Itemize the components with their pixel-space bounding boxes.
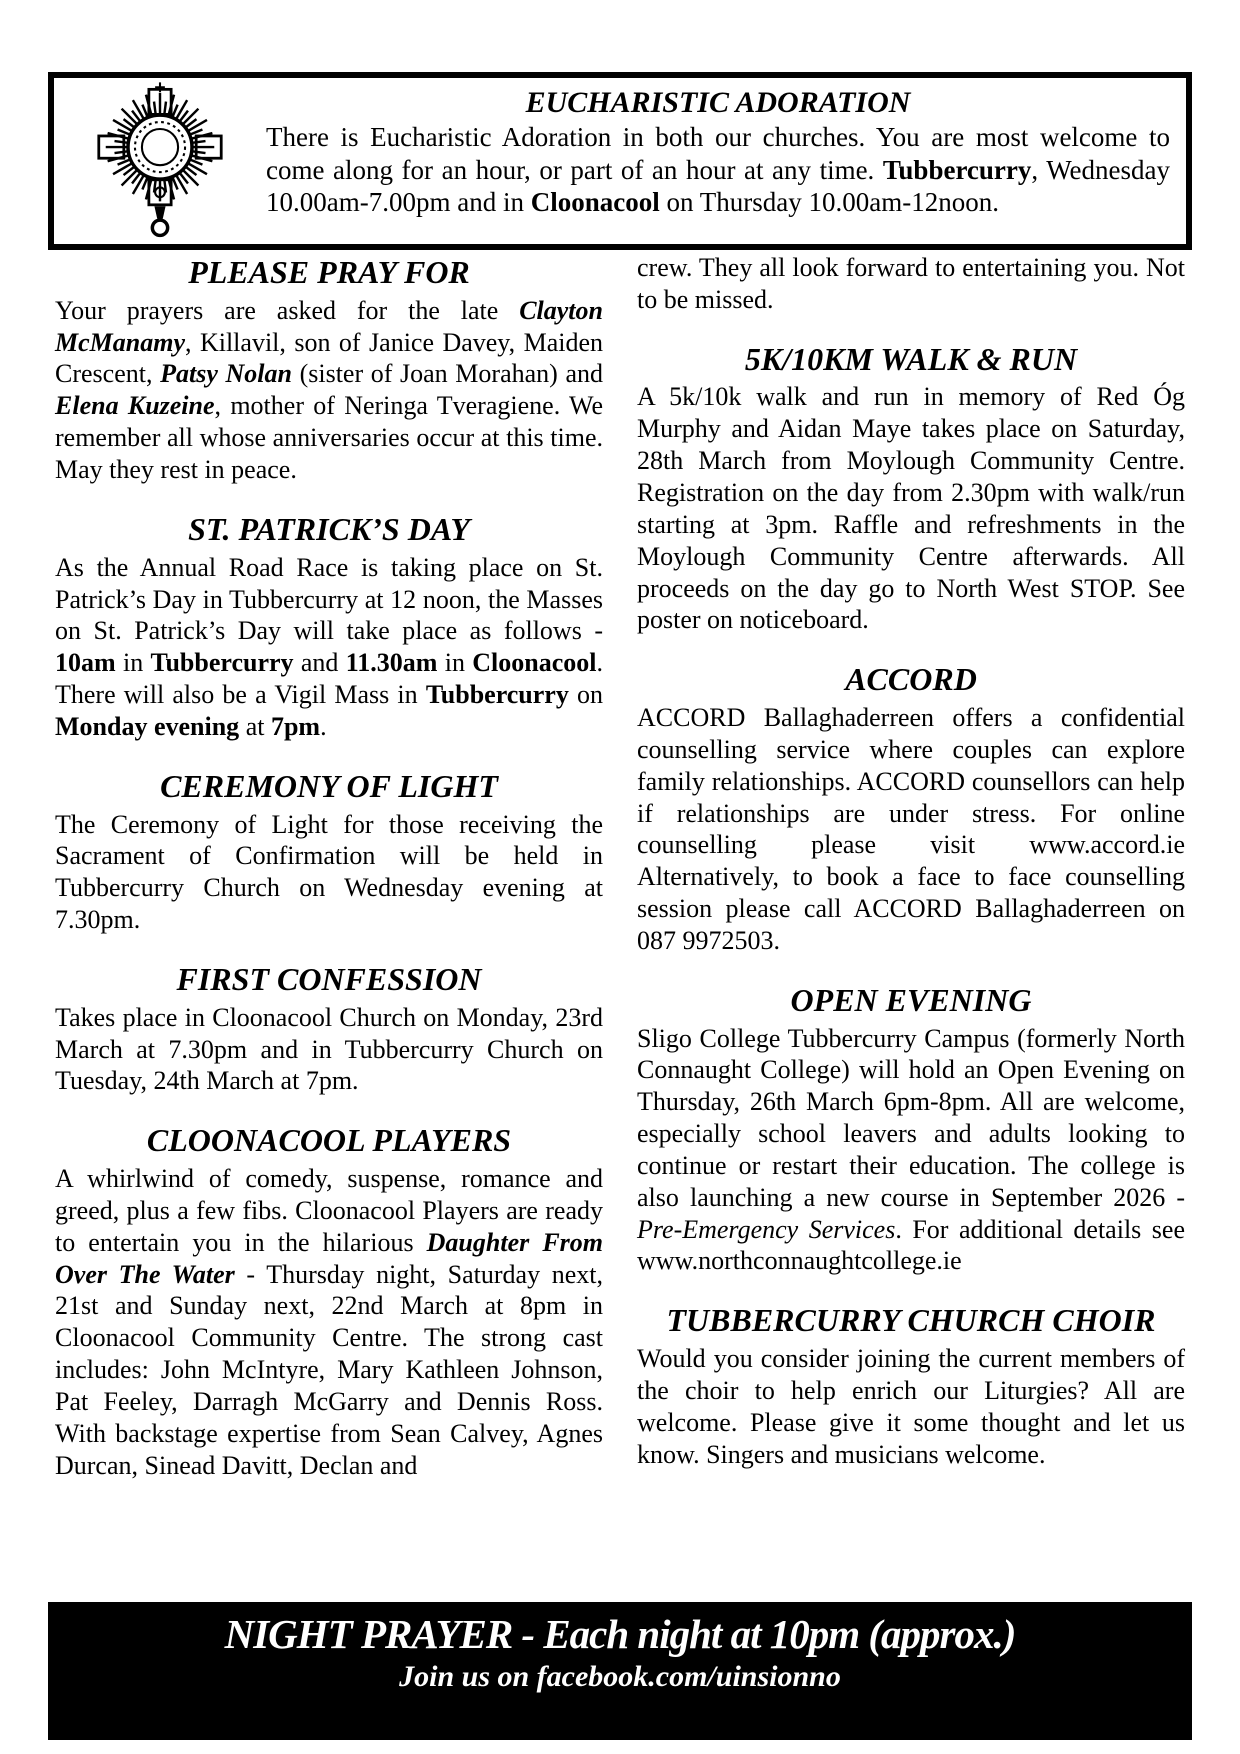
section-open-evening	[637, 982, 1185, 1278]
section-ceremony-of-light	[55, 768, 603, 936]
text-segment: - Thursday night, Saturday next, 21st and Sunday next, 22nd March at 8pm in Cloonacool Community Centre. The strong cast includes: John McIntyre, Mary Kathleen Johnson, Pat Feeley, Darragh McGarry and Dennis Ross. With backstage expertise from Sean Calvey, Agnes Durcan, Sinead Davitt, Declan and	[55, 1259, 603, 1480]
section-walk-and-run	[637, 341, 1185, 637]
night-prayer-banner	[48, 1602, 1192, 1740]
text-segment: A whirlwind of comedy, suspense, romance and greed, plus a few fibs. Cloonacool Players are ready to entertain you in the hilarious	[55, 1164, 603, 1257]
emphasis-text: Tubbercurry	[425, 680, 569, 710]
emphasis-text: 7pm	[270, 711, 321, 741]
paragraph	[637, 702, 1185, 957]
section-cloonacool-players-continued	[637, 252, 1185, 316]
emphasis-text: Daughter From Over The Water	[55, 1227, 604, 1289]
banner-facebook-line: Join us on facebook.com/uinsionno	[399, 1660, 841, 1694]
adoration-box-title: EUCHARISTIC ADORATION	[525, 86, 911, 119]
paragraph	[637, 1023, 1185, 1278]
section-heading: CEREMONY OF LIGHT	[160, 767, 498, 804]
paragraph	[55, 1163, 603, 1481]
section-please-pray-for	[55, 254, 603, 486]
text-segment: There is Eucharistic Adoration in both our churches. You are most welcome to come along for an hour, or part of an hour at any time.	[266, 122, 1170, 185]
text-segment: , Wednesday 10.00am-7.00pm and in	[266, 154, 1170, 218]
section-st-patricks-day	[55, 511, 603, 743]
emphasis-text: Tubbercurry	[882, 154, 1032, 185]
text-segment: crew. They all look forward to entertaining you. Not to be missed.	[637, 253, 1185, 314]
emphasis-text: 10am	[55, 648, 116, 678]
text-segment: A 5k/10k walk and run in memory of Red Óg Murphy and Aidan Maye takes place on Saturday, 28th March from Moylough Community Centre. Registration on the day from 2.30pm with walk/run starting at 3pm. Raffle and refreshments in the Moylough Community Centre afterwards. All proceeds on the day go to North West STOP. See poster on noticeboard.	[637, 382, 1185, 635]
newsletter-columns	[55, 252, 1185, 1481]
section-heading: PLEASE PRAY FOR	[188, 254, 470, 290]
emphasis-text: Pre-Emergency Services	[637, 1214, 896, 1244]
text-segment: Would you consider joining the current members of the choir to help enrich our Liturgies? All are welcome. Please give it some thought and let us know. Singers and musicians welcome.	[637, 1344, 1185, 1469]
text-segment: in	[437, 648, 473, 678]
section-heading: FIRST CONFESSION	[176, 960, 482, 997]
text-segment: (sister of Joan Morahan) and	[291, 359, 603, 389]
section-heading: TUBBERCURRY CHURCH CHOIR	[666, 1302, 1156, 1339]
emphasis-text: Cloonacool	[530, 187, 660, 218]
banner-title: NIGHT PRAYER - Each night at 10pm (approx.)	[224, 1611, 1016, 1657]
section-accord	[637, 661, 1185, 957]
paragraph	[55, 295, 603, 486]
text-segment: As the Annual Road Race is taking place on St. Patrick’s Day in Tubbercurry at 12 noon, the Masses on St. Patrick’s Day will take place as follows -	[55, 552, 603, 646]
section-heading: OPEN EVENING	[790, 981, 1032, 1018]
emphasis-text: Tubbercurry	[150, 648, 294, 678]
text-segment: on Thursday 10.00am-12noon.	[659, 187, 999, 218]
section-tubbercurry-church-choir	[637, 1302, 1185, 1470]
emphasis-text: Clayton McManamy	[55, 295, 603, 357]
text-segment: , Killavil, son of Janice Davey, Maiden Crescent,	[55, 327, 603, 389]
section-heading: 5K/10KM WALK & RUN	[744, 340, 1078, 377]
emphasis-text: Cloonacool	[472, 648, 597, 678]
emphasis-text: 11.30am	[345, 648, 438, 678]
monstrance-image-wrap	[54, 78, 266, 244]
section-first-confession	[55, 961, 603, 1097]
text-segment: on	[568, 680, 603, 710]
paragraph	[637, 381, 1185, 636]
paragraph	[637, 1343, 1185, 1470]
text-segment: ACCORD Ballaghaderreen offers a confidential counselling service where couples can explore family relationships. ACCORD counsellors can help if relationships are under stress. For online counselling please visit www.accord.ie Alternatively, to book a face to face counselling session please call ACCORD Ballaghaderreen on 087 9972503.	[637, 703, 1185, 955]
adoration-box-body	[266, 121, 1170, 219]
left-column	[55, 252, 603, 1481]
text-segment: Takes place in Cloonacool Church on Monday, 23rd March at 7.30pm and in Tubbercurry Church on Tuesday, 24th March at 7pm.	[55, 1002, 603, 1096]
paragraph	[637, 252, 1185, 316]
paragraph	[55, 1002, 603, 1098]
text-segment: Sligo College Tubbercurry Campus (formerly North Connaught College) will hold an Open Evening on Thursday, 26th March 6pm-8pm. All are welcome, especially school leavers and adults looking to continue or restart their education. The college is also launching a new course in September 2026 -	[637, 1023, 1185, 1212]
monstrance-icon	[90, 81, 230, 241]
right-column	[637, 252, 1185, 1481]
adoration-box-content	[266, 78, 1186, 244]
paragraph	[55, 809, 603, 936]
paragraph	[55, 552, 603, 743]
text-segment: at	[239, 711, 271, 741]
emphasis-text: Patsy Nolan	[160, 359, 292, 389]
text-segment: Your prayers are asked for the late	[55, 295, 520, 325]
section-cloonacool-players	[55, 1122, 603, 1481]
text-segment: and	[293, 648, 346, 678]
text-segment: . For additional details see www.northconnaughtcollege.ie	[637, 1214, 1185, 1276]
section-heading: ACCORD	[845, 661, 977, 698]
section-heading: CLOONACOOL PLAYERS	[146, 1122, 512, 1159]
text-segment: The Ceremony of Light for those receiving the Sacrament of Confirmation will be held in Tubbercurry Church on Wednesday evening at 7.30pm.	[55, 809, 603, 935]
text-segment: .	[320, 711, 327, 741]
emphasis-text: Monday evening	[55, 711, 240, 741]
eucharistic-adoration-box	[48, 72, 1192, 250]
section-heading: ST. PATRICK’S DAY	[188, 510, 470, 547]
text-segment: . There will also be a Vigil Mass in	[55, 648, 603, 710]
text-segment: , mother of Neringa Tveragiene. We remember all whose anniversaries occur at this time. May they rest in peace.	[55, 391, 604, 485]
text-segment: in	[115, 648, 151, 678]
emphasis-text: Elena Kuzeine	[55, 391, 215, 421]
